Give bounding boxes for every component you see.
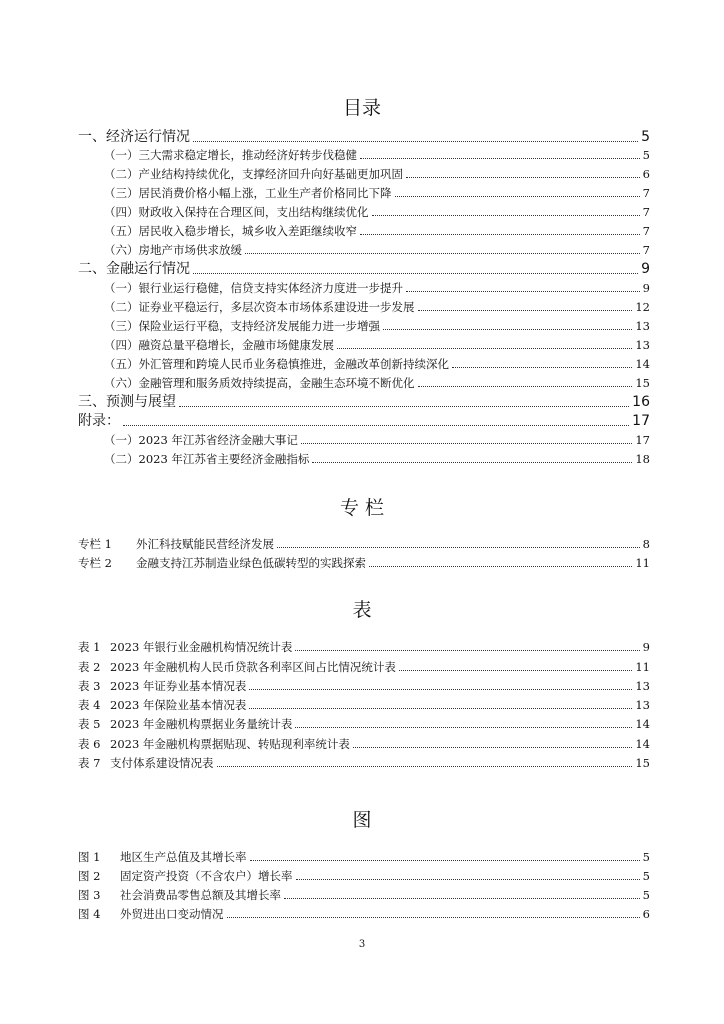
toc-entry[interactable] <box>104 375 650 391</box>
table-entry-page: 11 <box>635 660 650 674</box>
figure-label: 图 3 <box>78 888 101 902</box>
table-entry-text: 2023 年金融机构票据业务量统计表 <box>110 717 293 731</box>
figure-entry-text: 社会消费品零售总额及其增长率 <box>120 888 281 902</box>
column-entry-page: 11 <box>635 556 650 570</box>
dot-leader <box>360 233 640 235</box>
table-entry-text: 支付体系建设情况表 <box>110 756 214 770</box>
column-entry[interactable] <box>78 555 650 571</box>
toc-entry-text: （二）2023 年江苏省主要经济金融指标 <box>104 452 310 466</box>
toc-entry-page: 13 <box>635 338 650 352</box>
dot-leader <box>301 442 632 444</box>
dot-leader <box>452 366 632 368</box>
table-entry-text: 2023 年银行业金融机构情况统计表 <box>110 640 293 654</box>
table-entry[interactable] <box>78 678 650 694</box>
toc-entry-text: （五）居民收入稳步增长，城乡收入差距继续收窄 <box>104 224 357 238</box>
toc-entry-page: 17 <box>632 413 650 429</box>
toc-entry[interactable] <box>78 260 650 278</box>
toc-entry[interactable] <box>104 166 650 182</box>
figure-entry[interactable] <box>78 887 650 903</box>
dot-leader <box>193 272 638 274</box>
dot-leader <box>123 424 629 426</box>
dot-leader <box>383 328 632 330</box>
toc-entry-page: 18 <box>635 452 650 466</box>
toc-entry-text: 二、金融运行情况 <box>78 261 190 277</box>
toc-entry-text: 一、经济运行情况 <box>78 129 190 145</box>
toc-entry-text: （三）居民消费价格小幅上涨，工业生产者价格同比下降 <box>104 186 392 200</box>
toc-entry[interactable] <box>104 318 650 334</box>
dot-leader <box>245 252 640 254</box>
dot-leader <box>295 726 632 728</box>
table-entry-text: 2023 年金融机构人民币贷款各利率区间占比情况统计表 <box>110 660 396 674</box>
table-label: 表 2 <box>78 660 101 674</box>
figure-entry[interactable] <box>78 849 650 865</box>
table-label: 表 1 <box>78 640 101 654</box>
dot-leader <box>337 347 632 349</box>
dot-leader <box>360 157 640 159</box>
table-entry[interactable] <box>78 659 650 675</box>
figure-entry[interactable] <box>78 868 650 884</box>
dot-leader <box>193 140 638 142</box>
figure-entry[interactable] <box>78 906 650 922</box>
table-label: 表 3 <box>78 679 101 693</box>
dot-leader <box>295 649 639 651</box>
dot-leader <box>372 214 640 216</box>
toc-entry-page: 7 <box>642 186 650 200</box>
figure-label: 图 2 <box>78 869 101 883</box>
toc-entry[interactable] <box>104 432 650 448</box>
column-label: 专栏 2 <box>78 556 112 570</box>
toc-entry-page: 12 <box>635 300 650 314</box>
figures-title: 图 <box>352 809 372 831</box>
toc-entry[interactable] <box>78 128 650 146</box>
toc-entry-text: （三）保险业运行平稳，支持经济发展能力进一步增强 <box>104 319 380 333</box>
toc-entry[interactable] <box>104 451 650 467</box>
dot-leader <box>399 669 632 671</box>
toc-entry-page: 9 <box>642 281 650 295</box>
toc-entry[interactable] <box>78 412 650 430</box>
table-entry[interactable] <box>78 755 650 771</box>
page-number: 3 <box>358 939 366 950</box>
dot-leader <box>406 290 640 292</box>
dot-leader <box>418 385 633 387</box>
toc-entry-page: 9 <box>641 261 650 277</box>
toc-entry-page: 17 <box>635 433 650 447</box>
toc-entry-page: 7 <box>642 205 650 219</box>
toc-entry[interactable] <box>104 223 650 239</box>
toc-entry-page: 16 <box>632 394 650 410</box>
toc-entry[interactable] <box>104 356 650 372</box>
table-label: 表 7 <box>78 756 101 770</box>
dot-leader <box>217 765 633 767</box>
table-entry[interactable] <box>78 716 650 732</box>
table-label: 表 4 <box>78 698 101 712</box>
toc-entry-page: 5 <box>642 148 650 162</box>
toc-entry-page: 7 <box>642 224 650 238</box>
toc-entry-text: （一）三大需求稳定增长，推动经济好转步伐稳健 <box>104 148 357 162</box>
table-label: 表 6 <box>78 737 101 751</box>
toc-entry[interactable] <box>104 242 650 258</box>
table-entry-page: 14 <box>635 717 650 731</box>
figure-entry-page: 5 <box>642 850 650 864</box>
tables-title: 表 <box>352 599 372 621</box>
table-entry-page: 13 <box>635 679 650 693</box>
dot-leader <box>418 309 633 311</box>
dot-leader <box>312 461 632 463</box>
table-entry[interactable] <box>78 639 650 655</box>
toc-entry-text: 三、预测与展望 <box>78 394 176 410</box>
column-label: 专栏 1 <box>78 537 112 551</box>
toc-entry-text: （六）金融管理和服务质效持续提高，金融生态环境不断优化 <box>104 376 415 390</box>
dot-leader <box>353 746 632 748</box>
toc-entry-text: （一）银行业运行稳健，信贷支持实体经济力度进一步提升 <box>104 281 403 295</box>
toc-entry-page: 14 <box>635 357 650 371</box>
toc-entry[interactable] <box>104 185 650 201</box>
dot-leader <box>395 195 640 197</box>
figure-entry-page: 5 <box>642 888 650 902</box>
contents-title: 目录 <box>342 97 381 119</box>
toc-entry[interactable] <box>104 147 650 163</box>
dot-leader <box>296 878 640 880</box>
toc-entry[interactable] <box>104 337 650 353</box>
toc-entry-page: 7 <box>642 243 650 257</box>
table-entry-text: 2023 年证券业基本情况表 <box>110 679 247 693</box>
toc-entry-text: （一）2023 年江苏省经济金融大事记 <box>104 433 298 447</box>
figure-entry-page: 6 <box>642 907 650 921</box>
table-entry-page: 13 <box>635 698 650 712</box>
toc-entry-page: 5 <box>641 129 650 145</box>
dot-leader <box>249 707 632 709</box>
column-entry-text: 外汇科技赋能民营经济发展 <box>136 537 274 551</box>
toc-entry-text: （四）融资总量平稳增长，金融市场健康发展 <box>104 338 334 352</box>
toc-entry[interactable] <box>78 393 650 411</box>
toc-entry-text: （二）产业结构持续优化，支撑经济回升向好基础更加巩固 <box>104 167 403 181</box>
dot-leader <box>249 688 632 690</box>
table-entry-text: 2023 年保险业基本情况表 <box>110 698 247 712</box>
table-entry-page: 15 <box>635 756 650 770</box>
table-label: 表 5 <box>78 717 101 731</box>
toc-entry-text: （二）证券业平稳运行，多层次资本市场体系建设进一步发展 <box>104 300 415 314</box>
toc-entry-page: 6 <box>642 167 650 181</box>
dot-leader <box>179 405 629 407</box>
dot-leader <box>277 546 640 548</box>
figure-entry-text: 外贸进出口变动情况 <box>120 907 224 921</box>
figure-entry-text: 固定资产投资（不含农户）增长率 <box>120 869 293 883</box>
toc-entry-text: （四）财政收入保持在合理区间，支出结构继续优化 <box>104 205 369 219</box>
toc-entry-text: （五）外汇管理和跨境人民币业务稳慎推进，金融改革创新持续深化 <box>104 357 449 371</box>
column-entry-page: 8 <box>642 537 650 551</box>
column-entry[interactable] <box>78 536 650 552</box>
toc-entry-text: 附录： <box>78 413 120 429</box>
toc-entry[interactable] <box>104 204 650 220</box>
toc-entry[interactable] <box>104 280 650 296</box>
figure-entry-page: 5 <box>642 869 650 883</box>
dot-leader <box>227 916 640 918</box>
figure-entry-text: 地区生产总值及其增长率 <box>120 850 247 864</box>
table-entry-page: 14 <box>635 737 650 751</box>
figure-label: 图 4 <box>78 907 101 921</box>
toc-entry-page: 13 <box>635 319 650 333</box>
table-entry-text: 2023 年金融机构票据贴现、转贴现利率统计表 <box>110 737 350 751</box>
figure-label: 图 1 <box>78 850 101 864</box>
dot-leader <box>284 897 640 899</box>
toc-entry[interactable] <box>104 299 650 315</box>
table-entry-page: 9 <box>642 640 650 654</box>
columns-title: 专 栏 <box>339 497 385 519</box>
dot-leader <box>250 859 640 861</box>
toc-entry-text: （六）房地产市场供求放缓 <box>104 243 242 257</box>
dot-leader <box>369 565 632 567</box>
dot-leader <box>406 176 640 178</box>
column-entry-text: 金融支持江苏制造业绿色低碳转型的实践探索 <box>136 556 366 570</box>
toc-entry-page: 15 <box>635 376 650 390</box>
table-entry[interactable] <box>78 697 650 713</box>
table-entry[interactable] <box>78 736 650 752</box>
